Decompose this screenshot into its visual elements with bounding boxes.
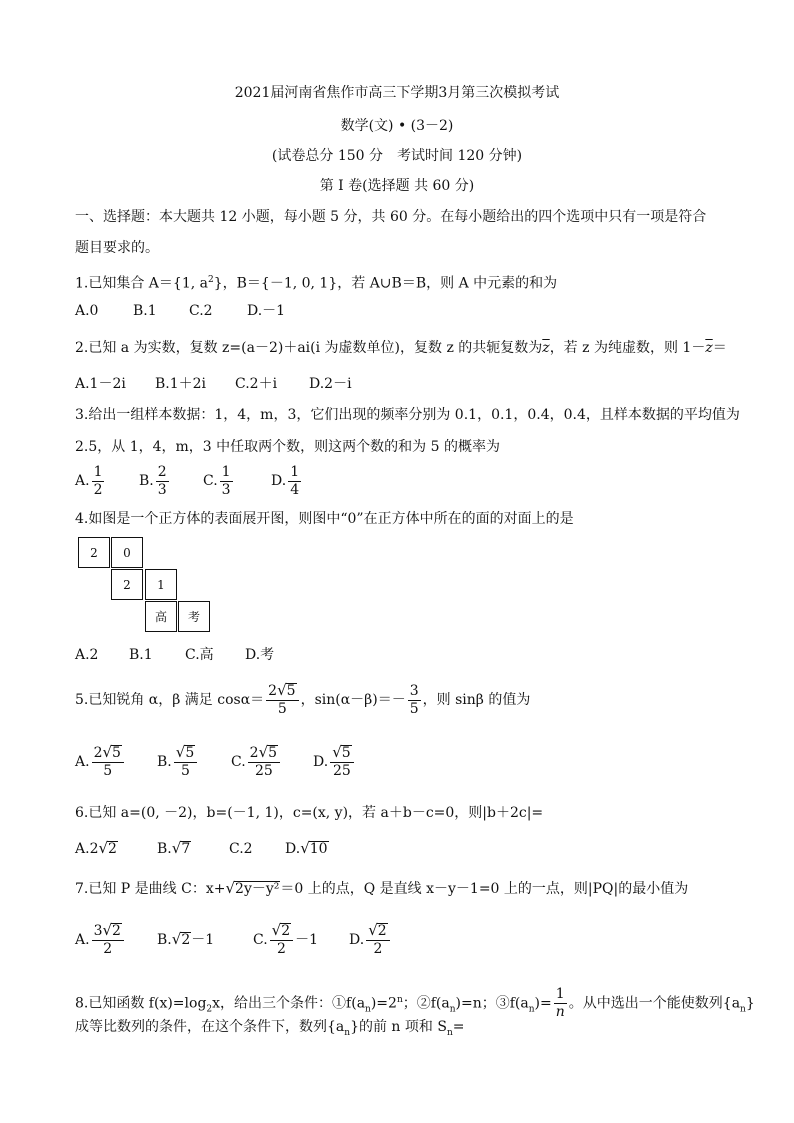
conjugate-z: $\overline{z}$ [542, 340, 550, 356]
net-face-0: 0 [111, 537, 143, 568]
exam-info: (试卷总分 150 分 考试时间 120 分钟) [271, 148, 523, 164]
option-c[interactable]: C.2＋i [235, 376, 278, 392]
net-face-2: 2 [78, 537, 110, 568]
question-5-options [75, 742, 356, 782]
question-3-line1: 3.给出一组样本数据：1，4，m，3，它们出现的频率分别为 0.1，0.1，0.4，0.4，且样本数据的平均值为 [75, 407, 740, 423]
exam-title: 2021届河南省焦作市高三下学期3月第三次模拟考试 [234, 85, 560, 101]
option-b[interactable]: B.1 [129, 647, 153, 663]
question-3-line2: 2.5，从 1，4，m，3 中任取两个数，则这两个数的和为 5 的概率为 [75, 439, 500, 455]
option-d[interactable]: D.√10 [285, 839, 328, 857]
conjugate-z-2: $\overline{z}$ [705, 340, 713, 356]
question-1-options [75, 301, 285, 321]
option-d[interactable]: D.－1 [247, 303, 286, 319]
option-b[interactable]: B.√7 [157, 839, 191, 857]
option-a[interactable]: A. $\frac{1}{2}$ [75, 463, 103, 498]
option-d[interactable]: D. $\frac{√5}{25}$ [313, 742, 356, 782]
option-a[interactable]: A.2√2 [75, 839, 117, 857]
option-b[interactable]: B.√2－1 [157, 930, 215, 948]
question-6-stem: 6.已知 a=(0, －2)，b=(－1, 1)，c=(x, y)，若 a＋b－c=0，则|b＋2c|= [75, 805, 544, 821]
net-face-gao: 高 [145, 601, 177, 632]
question-4-stem: 4.如图是一个正方体的表面展开图，则图中“0”在正方体中所在的面的对面上的是 [75, 511, 574, 527]
option-d[interactable]: D. $\frac{1}{4}$ [271, 463, 300, 498]
question-7-stem: 7.已知 P 是曲线 C：x+√2y－y²＝0 上的点，Q 是直线 x－y－1=0 上的一点，则|PQ|的最小值为 [75, 879, 689, 897]
option-b[interactable]: B.1 [133, 303, 157, 319]
cube-net-figure [78, 537, 212, 633]
section-instructions-line2: 题目要求的。 [75, 240, 159, 256]
question-2-options [75, 374, 352, 394]
section-instructions-line1: 一、选择题：本大题共 12 小题，每小题 5 分，共 60 分。在每小题给出的四个选项中只有一项是符合 [75, 209, 707, 225]
question-7-options [75, 919, 392, 960]
option-a[interactable]: A. $\frac{2√5}{5}$ [75, 742, 157, 782]
option-b[interactable]: B. $\frac{2}{3}$ [139, 463, 167, 498]
question-8-stem: 8.已知函数 $f(x)=\log_2x$，给出三个条件：$①f(a_n)=2^n$；$②f(a_n)=n$；$③f(a_n)=$ $\frac{1}{n}$ 。从中选出一个能使数列$\{a_n\}$ [75, 986, 755, 1021]
part-title: 第 I 卷(选择题 共 60 分) [319, 178, 475, 194]
option-b[interactable]: B.1＋2i [155, 376, 207, 392]
question-6-options [75, 838, 329, 859]
option-a[interactable]: A.0 [75, 303, 99, 319]
net-face-2b: 2 [111, 569, 143, 600]
option-a[interactable]: A.2 [75, 647, 99, 663]
question-1-stem: 1.已知集合 A＝{1, $a^2$}，B＝{－1, 0, 1}，若 A∪B＝B，则 A 中元素的和为 [75, 275, 558, 292]
option-b[interactable]: B. $\frac{√5}{5}$ [157, 742, 231, 782]
option-c[interactable]: C.2 [189, 303, 213, 319]
option-c[interactable]: C.2 [229, 841, 253, 857]
question-8-line2: 成等比数列的条件，在这个条件下，数列$\{a_n\}$的前 n 项和 $S_n=$ [75, 1019, 465, 1038]
question-4-options [75, 645, 274, 665]
option-c[interactable]: C. $\frac{1}{3}$ [203, 463, 231, 498]
option-c[interactable]: C.高 [185, 647, 214, 663]
question-3-options [75, 461, 303, 501]
option-a[interactable]: A. $\frac{3√2}{2}$ [75, 920, 157, 960]
question-2-stem: 2.已知 a 为实数，复数 z=(a－2)＋ai(i 为虚数单位)，复数 z 的共轭复数为$\overline{z}$，若 z 为纯虚数，则 $1-\overline{z}=$ [75, 340, 727, 356]
question-5-stem: 5.已知锐角 α，β 满足 cosα＝ $\frac{2√5}{5}$ ，sin(α－β)＝－ $\frac{3}{5}$ ，则 sinβ 的值为 [75, 681, 531, 717]
subject-line: 数学(文) • (3－2) [340, 118, 454, 134]
option-d[interactable]: D.2－i [309, 376, 352, 392]
option-a[interactable]: A.1－2i [75, 376, 126, 392]
net-face-1: 1 [145, 569, 177, 600]
option-c[interactable]: C. $\frac{2√5}{25}$ [231, 742, 313, 782]
net-face-kao: 考 [178, 601, 210, 632]
option-d[interactable]: D. $\frac{√2}{2}$ [349, 920, 392, 960]
option-d[interactable]: D.考 [245, 647, 275, 663]
option-c[interactable]: C. $\frac{√2}{2}$ －1 [253, 921, 319, 957]
